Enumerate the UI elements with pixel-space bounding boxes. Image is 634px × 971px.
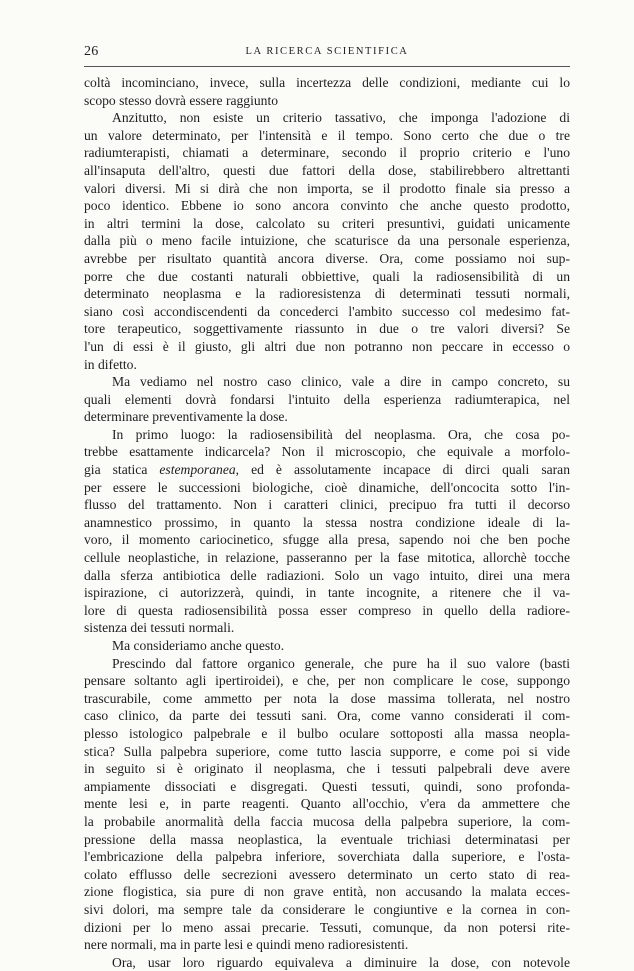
text-line: radiumterapisti, chiamati a determinare, secondo il proprio criterio e l'uno <box>84 145 570 161</box>
text-line: voro, il momento cariocinetico, sfugge alla presa, sapendo noi che ben poche <box>84 532 570 548</box>
text-line: determinato neoplasma e la radioresistenza di determinati tessuti normali, <box>84 286 570 302</box>
text-line: quali elementi dovrà fondarsi l'intuito della esperienza radiumterapica, nel <box>84 391 570 407</box>
text-line: pensare soltanto agli ipertiroidei), e che, per non complicare le cose, suppongo <box>84 673 570 689</box>
page-header <box>84 44 570 64</box>
text-line: Ma vediamo nel nostro caso clinico, vale a dire in campo concreto, su <box>112 374 570 390</box>
text-line: siano così accondiscendenti da concederci l'ambito successo col medesimo fat- <box>84 303 570 319</box>
text-line: In primo luogo: la radiosensibilità del neoplasma. Ora, che cosa po- <box>112 426 570 442</box>
text-line: poco identico. Ebbene io sono ancora convinto che anche questo prodotto, <box>84 198 570 214</box>
text-line: l'un di essi è il giusto, gli altri due non potranno non peccare in eccesso o <box>84 338 570 354</box>
text-line: gia statica estemporanea, ed è assolutamente incapace di dirci quali saran <box>84 462 570 478</box>
text-line: avrebbe per risultato quantità ancora diverse. Ora, come possiamo noi sup- <box>84 250 570 266</box>
text-line: ispirazione, ci autorizzerà, quindi, in tante incognite, a ritenere che il va- <box>84 585 570 601</box>
text-line: in difetto. <box>84 356 137 372</box>
text-line: scopo stesso dovrà essere raggiunto <box>84 92 279 108</box>
body-text <box>84 74 570 971</box>
text-line: pressione della massa neoplastica, la eventuale trichiasi determinatasi per <box>84 831 570 847</box>
text-line: per essere le successioni biologiche, cioè dinamiche, dell'oncocita sotto l'in- <box>84 479 570 495</box>
header-rule <box>84 66 570 67</box>
running-title: LA RICERCA SCIENTIFICA <box>245 46 409 57</box>
text-line: lore di questa radiosensibilità possa esser compreso in quello della radiore- <box>84 602 570 618</box>
text-line: zione flogistica, sia pure di non grave entità, non accusando la malata ecces- <box>84 884 570 900</box>
text-line: un valore determinato, per l'intensità e il tempo. Sono certo che due o tre <box>84 127 570 143</box>
text-line: determinare preventivamente la dose. <box>84 409 288 425</box>
text-line: dalla sferza antibiotica delle radiazioni. Solo un vago intuito, direi una mera <box>84 567 570 583</box>
text-line: trascurabile, come ammetto per nota la dose massima tollerata, nel nostro <box>84 690 570 706</box>
text-line: sivi dolori, ma sempre tale da considerare le congiuntive e la cornea in con- <box>84 901 570 917</box>
text-line: nere normali, ma in parte lesi e quindi meno radioresistenti. <box>84 937 409 953</box>
text-line: trebbe esattamente indicarcela? Non il microscopio, che equivale a morfolo- <box>84 444 570 460</box>
text-line: sistenza dei tessuti normali. <box>84 620 235 636</box>
text-line: stica? Sulla palpebra superiore, come tutto lascia supporre, e come poi si vide <box>84 743 570 759</box>
text-line: tore terapeutico, soggettivamente riassunto in due o tre valori diversi? Se <box>84 321 570 337</box>
text-line: dalla più o meno facile intuizione, che scaturisce da una personale esperienza, <box>84 233 570 249</box>
text-line: caso clinico, da parte dei tessuti sani. Ora, come vanno considerati il com- <box>84 708 570 724</box>
text-line: dizioni per lo meno assai precarie. Tessuti, comunque, da non potersi rite- <box>84 919 570 935</box>
text-line: la probabile anormalità della faccia mucosa della palpebra superiore, la com- <box>84 813 570 829</box>
text-line: porre che due costanti naturali obbiettive, quali la radiosensibilità di un <box>84 268 570 284</box>
text-line: ampiamente dissociati e disgregati. Questi tessuti, quindi, sono profonda- <box>84 778 570 794</box>
text-line: valori diversi. Mi si dirà che non importa, se il prodotto finale sia presso a <box>84 180 570 196</box>
text-line: cellule neoplastiche, in relazione, passeranno per la fase mitotica, allorchè tocche <box>84 550 570 566</box>
text-line: plesso istologico palpebrale e il bulbo oculare sottoposti alla massa neopla- <box>84 725 570 741</box>
text-line: anamnestico prossimo, in quanto la stessa nostra condizione ideale di la- <box>84 514 570 530</box>
text-line: flusso del trattamento. Non i caratteri clinici, precipuo fra tutti il decorso <box>84 497 570 513</box>
text-line: l'embricazione della palpebra inferiore, soverchiata dalla superiore, e l'osta- <box>84 849 570 865</box>
text-line: mente lesi e, in parte reagenti. Quanto all'occhio, v'era da ammettere che <box>84 796 570 812</box>
text-line: all'insaputa dell'altro, questi due fattori della dose, stabilirebbero altrettanti <box>84 162 570 178</box>
text-line: Anzitutto, non esiste un criterio tassativo, che imponga l'adozione di <box>112 110 570 126</box>
text-line: Ma consideriamo anche questo. <box>112 638 285 653</box>
page-number: 26 <box>84 44 99 59</box>
text-line: in seguito si è originato il neoplasma, che i tessuti palpebrali deve avere <box>84 761 570 777</box>
text-line: colato efflusso delle secrezioni avessero determinato un certo stato di rea- <box>84 866 570 882</box>
text-line: in altri termini la dose, calcolato su criteri presuntivi, guidati unicamente <box>84 215 570 231</box>
text-line: coltà incominciano, invece, sulla incertezza delle condizioni, mediante cui lo <box>84 75 570 90</box>
text-line: Ora, usar loro riguardo equivaleva a diminuire la dose, con notevole <box>112 954 570 970</box>
text-line: Prescindo dal fattore organico generale, che pure ha il suo valore (basti <box>112 655 570 671</box>
